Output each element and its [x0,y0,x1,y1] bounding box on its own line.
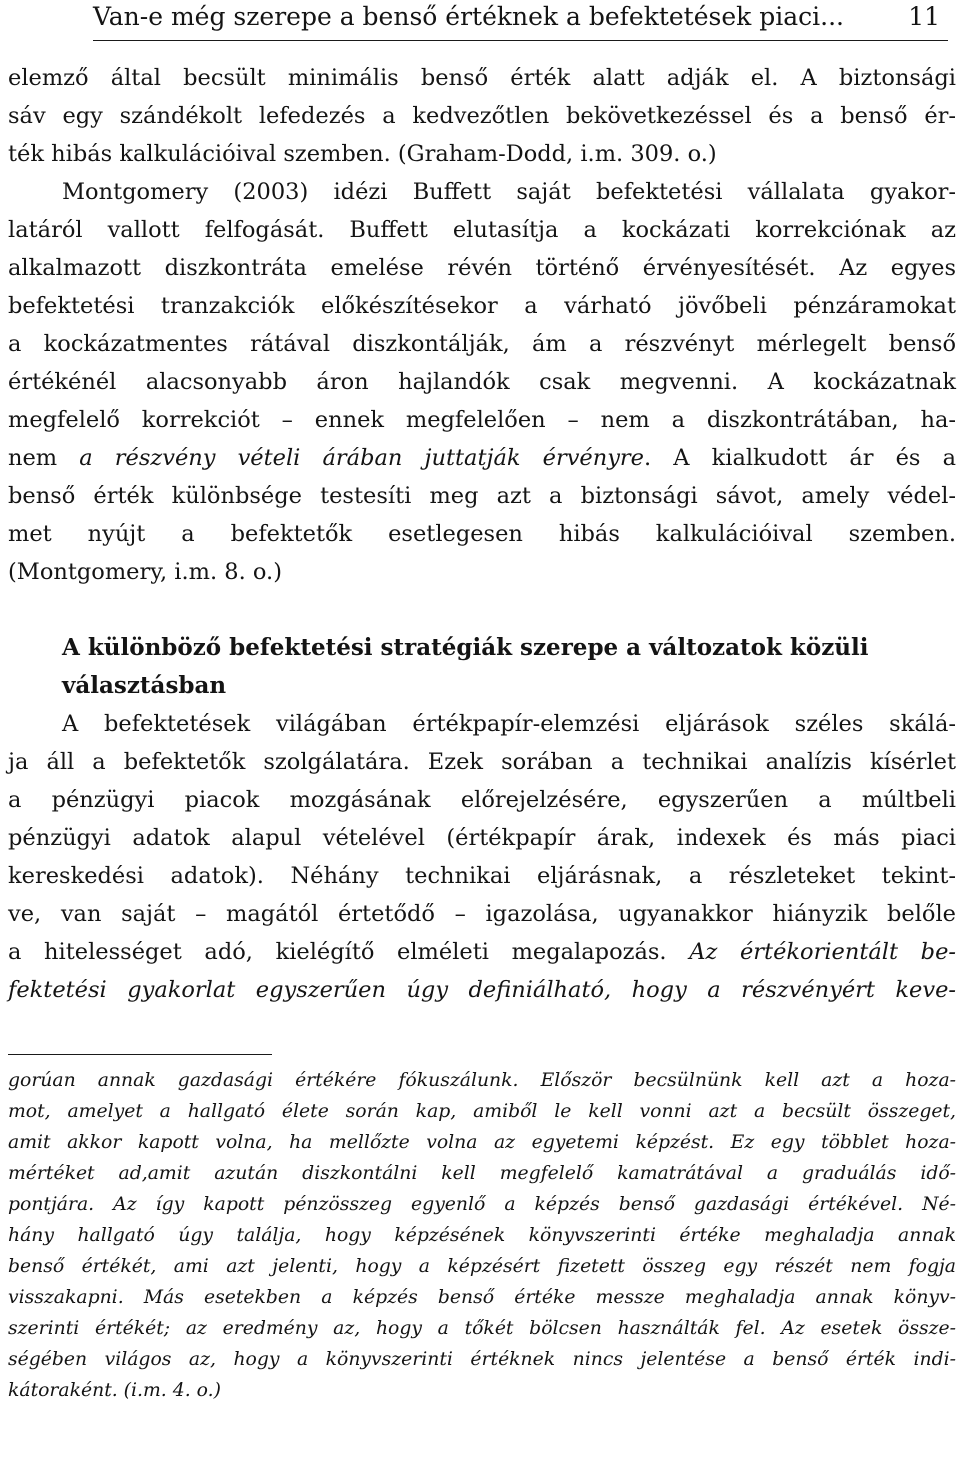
footnote-line: visszakapni. Más esetekben a képzés benső értéke messze meghaladja annak könyv- [8,1287,956,1308]
footnote-line: hány hallgató úgy találja, hogy képzésének könyvszerinti értéke meghaladja annak [8,1225,956,1246]
text-line: ve, van saját – magától értetődő – igazolása, ugyanakkor hiányzik belőle [8,901,956,927]
text-line: a pénzügyi piacok mozgásának előrejelzésére, egyszerűen a múltbeli [8,787,956,813]
text-span: a hitelességet adó, kielégítő elméleti megalapozás. [8,939,690,965]
text-line [8,442,956,480]
section-heading: A különböző befektetési stratégiák szerepe a változatok közüli [62,634,869,661]
footnote-line: gorúan annak gazdasági értékére fókuszálunk. Először becsülnünk kell azt a hoza- [8,1070,956,1091]
footnote-line: szerinti értékét; az eredmény az, hogy a tőkét bölcsen használták fel. Az esetek össze- [8,1318,956,1339]
text-line: benső érték különbsége testesíti meg azt a biztonsági sávot, amely védel- [8,483,956,509]
text-line: (Montgomery, i.m. 8. o.) [8,559,282,585]
footnote-line: mot, amelyet a hallgató élete során kap, amiből le kell vonni azt a becsült összeget, [8,1101,956,1122]
text-span: . A kialkudott ár és a [644,445,956,471]
text-line: befektetési tranzakciók előkészítésekor a várható jövőbeli pénzáramokat [8,293,956,319]
text-line: megfelelő korrekciót – ennek megfelelően – nem a diszkontrátában, ha- [8,407,956,433]
text-line: ték hibás kalkulációival szemben. (Graham-Dodd, i.m. 309. o.) [8,141,717,167]
text-line: pénzügyi adatok alapul vételével (értékpapír árak, indexek és más piaci [8,825,956,851]
text-line [8,936,956,974]
footnote-rule [8,1054,272,1055]
running-title: Van-e még szerepe a benső értéknek a befektetések piaci... [93,2,844,31]
text-line: Montgomery (2003) idézi Buffett saját befektetési vállalata gyakor- [62,179,956,205]
page-header [93,0,948,41]
text-line: sáv egy szándékolt lefedezés a kedvezőtlen bekövetkezéssel és a benső ér- [8,103,956,129]
emphasized-text: Az értékorientált be- [689,939,956,965]
text-line: kereskedési adatok). Néhány technikai eljárásnak, a részleteket tekint- [8,863,956,889]
emphasized-text: fektetési gyakorlat egyszerűen úgy definiálható, hogy a részvényért keve- [8,977,956,1003]
footnote-line: benső értékét, ami azt jelenti, hogy a képzésért fizetett összeg egy részét nem fogja [8,1256,956,1277]
footnote-line: mértéket ad,amit azután diszkontálni kell megfelelő kamatrátával a graduálás idő- [8,1163,956,1184]
page-number: 11 [908,2,940,31]
footnote-line: kátoraként. (i.m. 4. o.) [8,1380,221,1401]
text-line: a kockázatmentes rátával diszkontálják, ám a részvényt mérlegelt benső [8,331,956,357]
text-span: nem [8,445,80,471]
text-line: met nyújt a befektetők esetlegesen hibás kalkulációival szemben. [8,521,956,547]
text-line [8,974,956,1012]
text-line: A befektetések világában értékpapír-elemzési eljárások széles skálá- [62,711,956,737]
section-heading-continued: választásban [62,672,227,699]
text-line: latáról vallott felfogását. Buffett elutasítja a kockázati korrekciónak az [8,217,956,243]
footnote-line: amit akkor kapott volna, ha mellőzte volna az egyetemi képzést. Ez egy többlet hoza- [8,1132,956,1153]
text-line: elemző által becsült minimális benső érték alatt adják el. A biztonsági [8,65,956,91]
footnote-line: pontjára. Az így kapott pénzösszeg egyenlő a képzés benső gazdasági értékével. Né- [8,1194,956,1215]
footnote-line: ségében világos az, hogy a könyvszerinti értéknek nincs jelentése a benső érték indi- [8,1349,956,1370]
emphasized-text: a részvény vételi árában juttatják érvényre [79,445,644,471]
text-line: ja áll a befektetők szolgálatára. Ezek sorában a technikai analízis kísérlet [8,749,956,775]
text-line: alkalmazott diszkontráta emelése révén történő érvényesítését. Az egyes [8,255,956,281]
text-line: értékénél alacsonyabb áron hajlandók csak megvenni. A kockázatnak [8,369,956,395]
